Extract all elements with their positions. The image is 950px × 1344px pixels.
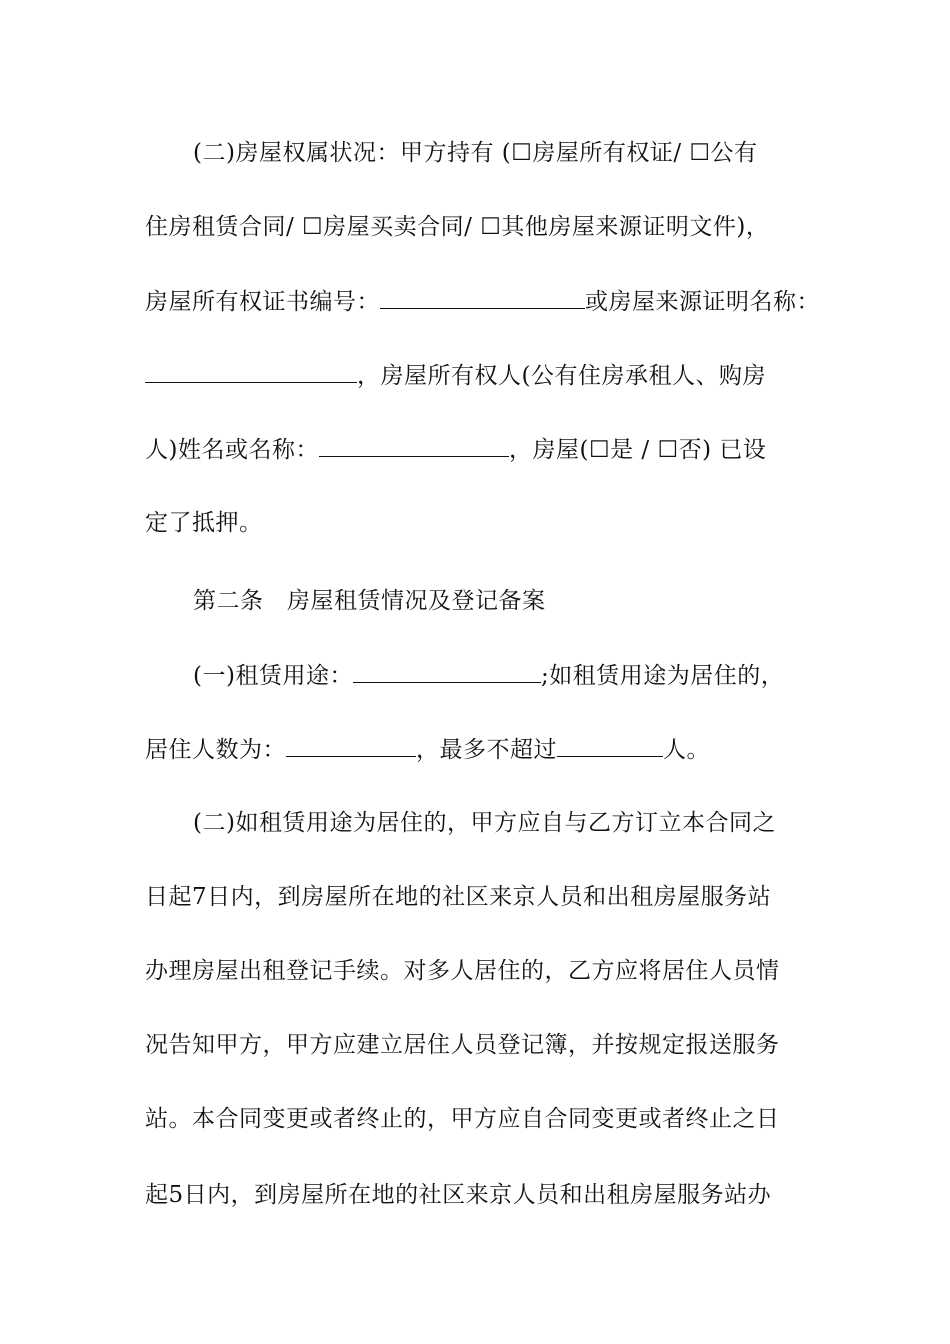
certificate-number-blank[interactable] [380, 286, 585, 309]
occupant-count-label: 居住人数为： [145, 737, 286, 763]
paragraph-line: 况告知甲方，甲方应建立居住人员登记簿，并按规定报送服务 [145, 1032, 780, 1058]
lease-purpose-label: (一)租赁用途： [193, 663, 353, 689]
paragraph-line [145, 360, 815, 391]
paragraph-line [145, 434, 815, 465]
owner-name-blank[interactable] [319, 434, 509, 457]
paragraph-line [193, 660, 815, 691]
paragraph-line: 定了抵押。 [145, 510, 263, 536]
article-heading: 第二条 房屋租赁情况及登记备案 [193, 588, 546, 614]
lease-purpose-note: ;如租赁用途为居住的， [540, 663, 785, 689]
source-document-name-blank[interactable] [145, 360, 357, 383]
paragraph-line [145, 286, 820, 317]
owner-label: ，房屋所有权人(公有住房承租人、购房 [357, 363, 766, 389]
paragraph-line: 办理房屋出租登记手续。对多人居住的，乙方应将居住人员情 [145, 958, 780, 984]
paragraph-line: (二)房屋权属状况：甲方持有 (☐房屋所有权证/ ☐公有 [193, 140, 758, 166]
paragraph-line: (二)如租赁用途为居住的，甲方应自与乙方订立本合同之 [193, 810, 776, 836]
owner-name-label: 人)姓名或名称： [145, 437, 319, 463]
max-occupant-blank[interactable] [557, 734, 663, 757]
occupant-count-blank[interactable] [286, 734, 416, 757]
max-occupant-label: ，最多不超过 [416, 737, 557, 763]
paragraph-line: 站。本合同变更或者终止的，甲方应自合同变更或者终止之日 [145, 1106, 780, 1132]
source-document-name-label: 或房屋来源证明名称： [585, 289, 820, 315]
occupant-unit: 人。 [663, 737, 710, 763]
paragraph-line [145, 734, 815, 765]
certificate-number-label: 房屋所有权证书编号： [145, 289, 380, 315]
paragraph-line: 日起7日内，到房屋所在地的社区来京人员和出租房屋服务站 [145, 884, 772, 910]
paragraph-line: 住房租赁合同/ ☐房屋买卖合同/ ☐其他房屋来源证明文件)， [145, 214, 770, 240]
paragraph-line: 起5日内，到房屋所在地的社区来京人员和出租房屋服务站办 [145, 1182, 772, 1208]
mortgage-status-text: ，房屋(☐是 / ☐否) 已设 [508, 437, 767, 463]
lease-purpose-blank[interactable] [353, 660, 541, 683]
